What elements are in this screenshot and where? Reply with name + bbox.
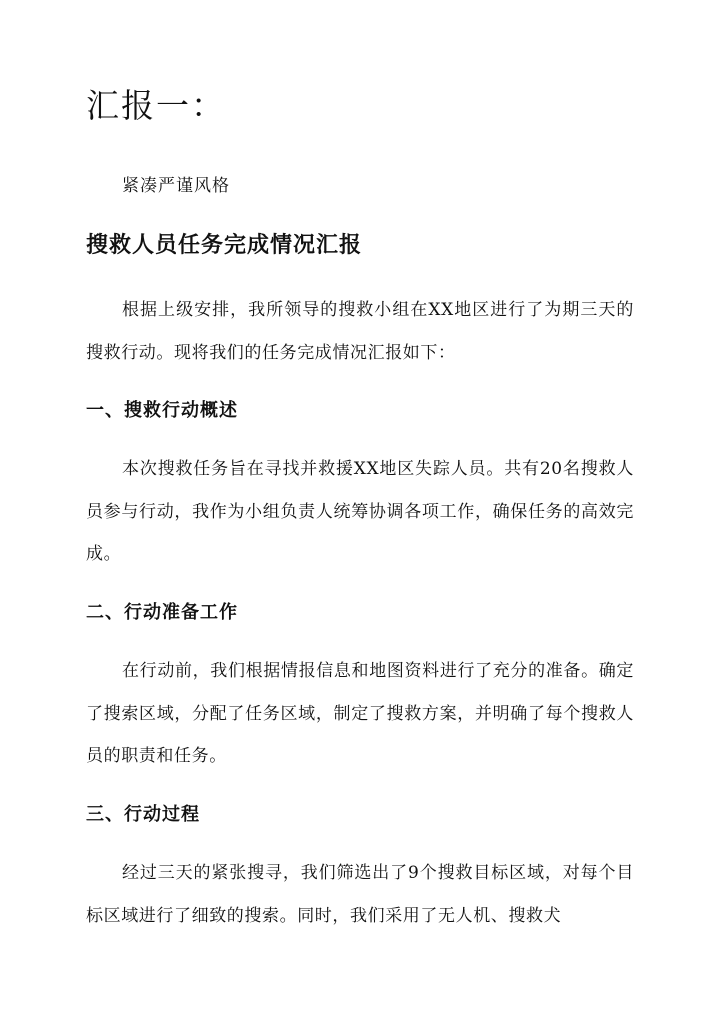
section-heading-process: 三、行动过程 <box>86 804 200 825</box>
section-heading-preparation: 二、行动准备工作 <box>86 602 238 623</box>
intro-paragraph: 根据上级安排，我所领导的搜救小组在XX地区进行了为期三天的搜救行动。现将我们的任务完成情况汇报如下： <box>86 300 634 363</box>
section-body-preparation: 在行动前，我们根据情报信息和地图资料进行了充分的准备。确定了搜索区域，分配了任务区域，制定了搜救方案，并明确了每个搜救人员的职责和任务。 <box>86 661 634 766</box>
document-title: 汇报一： <box>86 86 226 125</box>
report-title: 搜救人员任务完成情况汇报 <box>86 232 363 258</box>
section-heading-overview: 一、搜救行动概述 <box>86 400 238 421</box>
section-body-process: 经过三天的紧张搜寻，我们筛选出了9个搜救目标区域，对每个目标区域进行了细致的搜索。同时，我们采用了无人机、搜救犬 <box>86 863 634 926</box>
document-subtitle: 紧凑严谨风格 <box>122 176 230 196</box>
section-body-overview: 本次搜救任务旨在寻找并救援XX地区失踪人员。共有20名搜救人员参与行动，我作为小组负责人统筹协调各项工作，确保任务的高效完成。 <box>86 459 634 564</box>
